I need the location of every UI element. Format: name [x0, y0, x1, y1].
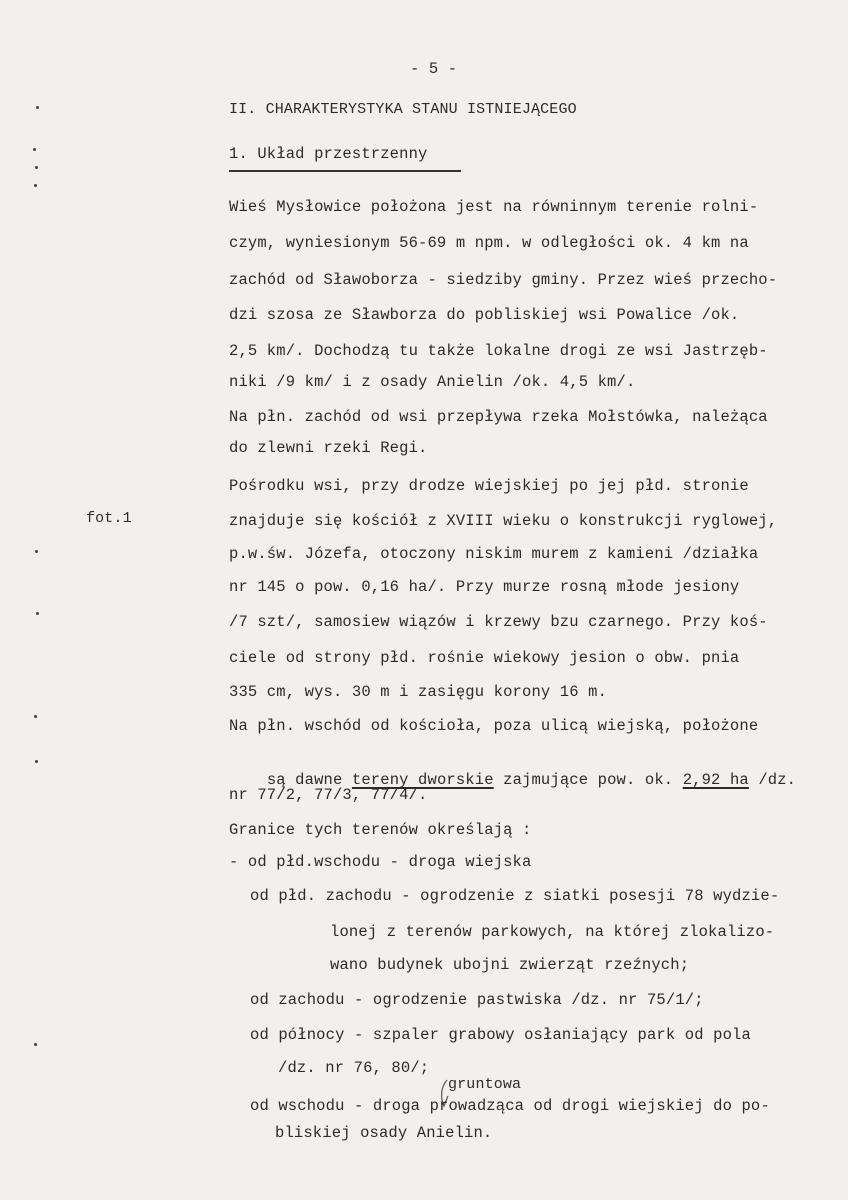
body-line: /7 szt/, samosiew wiązów i krzewy bzu czarnego. Przy koś- [229, 613, 768, 631]
boundary-item-continued: lonej z terenów parkowych, na której zlokalizo- [330, 923, 775, 941]
margin-dot [36, 612, 39, 615]
body-line: czym, wyniesionym 56-69 m npm. w odległości ok. 4 km na [229, 234, 749, 252]
subsection-underline [229, 170, 461, 172]
text-part: /dz. [748, 771, 797, 789]
body-line: dzi szosa ze Sławborza do pobliskiej wsi Powalice /ok. [229, 306, 740, 324]
subsection-title: 1. Układ przestrzenny [229, 145, 428, 163]
body-line: znajduje się kościół z XVIII wieku o konstrukcji ryglowej, [229, 512, 778, 530]
body-line: Wieś Mysłowice położona jest na równinnym terenie rolni- [229, 198, 759, 216]
body-line: p.w.św. Józefa, otoczony niskim murem z kamieni /działka [229, 545, 759, 563]
page-number: - 5 - [410, 60, 458, 78]
boundary-item-continued: bliskiej osady Anielin. [275, 1124, 493, 1142]
section-title: II. CHARAKTERYSTYKA STANU ISTNIEJĄCEGO [229, 101, 577, 118]
body-line: Pośrodku wsi, przy drodze wiejskiej po jej płd. stronie [229, 477, 749, 495]
margin-dot [34, 184, 37, 187]
margin-note: fot.1 [86, 510, 132, 527]
boundary-item: od zachodu - ogrodzenie pastwiska /dz. nr 75/1/; [250, 991, 704, 1009]
body-line: nr 145 o pow. 0,16 ha/. Przy murze rosną młode jesiony [229, 578, 740, 596]
text-part: zajmujące pow. ok. [493, 771, 683, 789]
body-line: ciele od strony płd. rośnie wiekowy jesion o obw. pnia [229, 649, 740, 667]
margin-dot [34, 715, 37, 718]
body-line: nr 77/2, 77/3, 77/4/. [229, 786, 428, 804]
boundary-item-continued: wano budynek ubojni zwierząt rzeźnych; [330, 956, 690, 974]
body-line: 335 cm, wys. 30 m i zasięgu korony 16 m. [229, 683, 608, 701]
underlined-term: tereny dworskie [351, 771, 494, 789]
body-line: niki /9 km/ i z osady Anielin /ok. 4,5 km/. [229, 373, 636, 391]
margin-dot [35, 760, 38, 763]
margin-dot [35, 166, 38, 169]
boundary-item: - od płd.wschodu - droga wiejska [229, 853, 532, 871]
margin-dot [35, 550, 38, 553]
body-line: do zlewni rzeki Regi. [229, 439, 428, 457]
body-line: Granice tych terenów określają : [229, 821, 532, 839]
body-line: 2,5 km/. Dochodzą tu także lokalne drogi ze wsi Jastrzęb- [229, 342, 768, 360]
body-line: zachód od Sławoborza - siedziby gminy. Przez wieś przecho- [229, 271, 778, 289]
body-line: Na płn. wschód od kościoła, poza ulicą wiejską, położone [229, 717, 759, 735]
underlined-area: 2,92 ha [682, 771, 749, 789]
boundary-item-continued: /dz. nr 76, 80/; [278, 1059, 430, 1077]
margin-dot [36, 106, 39, 109]
handwritten-insertion: gruntowa [448, 1076, 522, 1093]
boundary-item: od północy - szpaler grabowy osłaniający park od pola [250, 1026, 751, 1044]
margin-dot [33, 148, 36, 151]
margin-dot [34, 1043, 37, 1046]
body-line: Na płn. zachód od wsi przepływa rzeka Mołstówka, należąca [229, 408, 768, 426]
boundary-item: od płd. zachodu - ogrodzenie z siatki posesji 78 wydzie- [250, 887, 780, 905]
boundary-item: od wschodu - droga prowadząca od drogi wiejskiej do po- [250, 1097, 770, 1115]
text-part: są dawne [266, 771, 352, 789]
